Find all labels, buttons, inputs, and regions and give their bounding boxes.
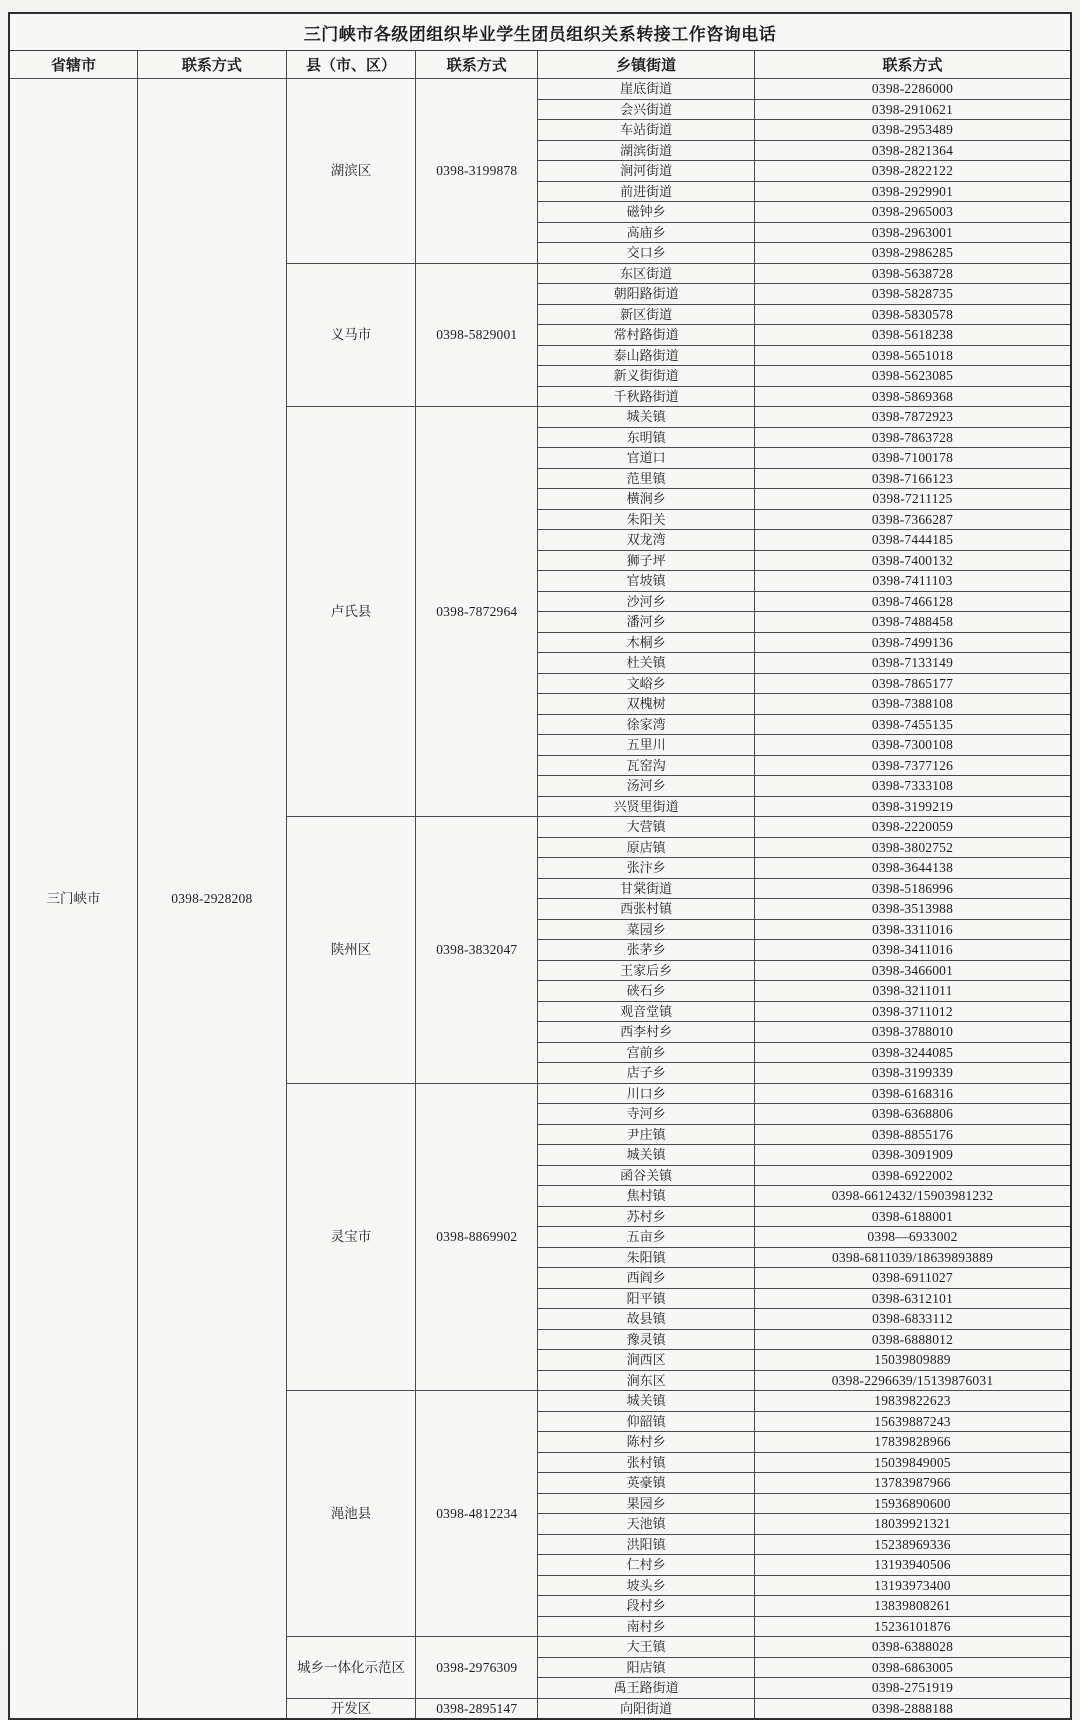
township-name-cell: 洪阳镇 [538, 1534, 755, 1555]
township-name-cell: 沙河乡 [538, 591, 755, 612]
township-phone-cell: 0398-5618238 [755, 325, 1072, 346]
township-phone-cell: 0398-2821364 [755, 140, 1072, 161]
township-phone-cell: 0398-7300108 [755, 735, 1072, 756]
township-phone-cell: 0398-7488458 [755, 612, 1072, 633]
township-phone-cell: 0398-7411103 [755, 571, 1072, 592]
township-name-cell: 磁钟乡 [538, 202, 755, 223]
township-name-cell: 湖滨街道 [538, 140, 755, 161]
township-phone-cell: 13193940506 [755, 1555, 1072, 1576]
table-row [9, 79, 1071, 100]
township-name-cell: 阳平镇 [538, 1288, 755, 1309]
city-phone-cell: 0398-2928208 [138, 79, 287, 1720]
col-header-contact-2: 联系方式 [416, 51, 538, 79]
township-name-cell: 涧西区 [538, 1350, 755, 1371]
township-phone-cell: 15639887243 [755, 1411, 1072, 1432]
township-name-cell: 朝阳路街道 [538, 284, 755, 305]
col-header-contact-1: 联系方式 [138, 51, 287, 79]
township-phone-cell: 0398-6811039/18639893889 [755, 1247, 1072, 1268]
township-name-cell: 硖石乡 [538, 981, 755, 1002]
township-name-cell: 徐家湾 [538, 714, 755, 735]
township-phone-cell: 0398-7166123 [755, 468, 1072, 489]
district-phone-cell: 0398-2976309 [416, 1637, 538, 1699]
township-phone-cell: 0398-3802752 [755, 837, 1072, 858]
township-name-cell: 张茅乡 [538, 940, 755, 961]
township-phone-cell: 0398-7872923 [755, 407, 1072, 428]
township-phone-cell: 0398-7333108 [755, 776, 1072, 797]
township-name-cell: 西李村乡 [538, 1022, 755, 1043]
township-name-cell: 西阎乡 [538, 1268, 755, 1289]
township-phone-cell: 0398-3466001 [755, 960, 1072, 981]
township-phone-cell: 0398-7466128 [755, 591, 1072, 612]
township-name-cell: 向阳街道 [538, 1698, 755, 1719]
district-phone-cell: 0398-8869902 [416, 1083, 538, 1391]
township-name-cell: 涧河街道 [538, 161, 755, 182]
township-name-cell: 泰山路街道 [538, 345, 755, 366]
township-phone-cell: 0398-7455135 [755, 714, 1072, 735]
township-name-cell: 仰韶镇 [538, 1411, 755, 1432]
township-phone-cell: 0398-7388108 [755, 694, 1072, 715]
township-phone-cell: 0398-6368806 [755, 1104, 1072, 1125]
township-name-cell: 新义街街道 [538, 366, 755, 387]
township-phone-cell: 18039921321 [755, 1514, 1072, 1535]
township-name-cell: 狮子坪 [538, 550, 755, 571]
township-phone-cell: 0398-5869368 [755, 386, 1072, 407]
township-name-cell: 瓦窑沟 [538, 755, 755, 776]
district-name-cell: 湖滨区 [286, 79, 416, 264]
township-phone-cell: 0398-7444185 [755, 530, 1072, 551]
title-row [9, 13, 1071, 51]
township-phone-cell: 0398-5828735 [755, 284, 1072, 305]
township-name-cell: 城关镇 [538, 1391, 755, 1412]
township-phone-cell: 19839822623 [755, 1391, 1072, 1412]
township-name-cell: 王家后乡 [538, 960, 755, 981]
township-name-cell: 潘河乡 [538, 612, 755, 633]
township-phone-cell: 0398-2986285 [755, 243, 1072, 264]
township-name-cell: 寺河乡 [538, 1104, 755, 1125]
col-header-province-city: 省辖市 [9, 51, 138, 79]
township-phone-cell: 0398-6388028 [755, 1637, 1072, 1658]
township-phone-cell: 0398-6922002 [755, 1165, 1072, 1186]
township-phone-cell: 0398-7366287 [755, 509, 1072, 530]
township-name-cell: 天池镇 [538, 1514, 755, 1535]
township-phone-cell: 0398-7499136 [755, 632, 1072, 653]
header-row [9, 51, 1071, 79]
township-name-cell: 函谷关镇 [538, 1165, 755, 1186]
township-phone-cell: 13193973400 [755, 1575, 1072, 1596]
township-phone-cell: 17839828966 [755, 1432, 1072, 1453]
township-name-cell: 阳店镇 [538, 1657, 755, 1678]
district-name-cell: 义马市 [286, 263, 416, 407]
township-phone-cell: 0398—6933002 [755, 1227, 1072, 1248]
township-phone-cell: 13839808261 [755, 1596, 1072, 1617]
district-name-cell: 卢氏县 [286, 407, 416, 817]
township-name-cell: 川口乡 [538, 1083, 755, 1104]
township-name-cell: 城关镇 [538, 1145, 755, 1166]
table-head [9, 13, 1071, 79]
township-name-cell: 果园乡 [538, 1493, 755, 1514]
township-name-cell: 张村镇 [538, 1452, 755, 1473]
township-phone-cell: 0398-3244085 [755, 1042, 1072, 1063]
district-phone-cell: 0398-4812234 [416, 1391, 538, 1637]
township-phone-cell: 0398-3199219 [755, 796, 1072, 817]
township-phone-cell: 0398-3091909 [755, 1145, 1072, 1166]
township-name-cell: 崖底街道 [538, 79, 755, 100]
township-name-cell: 兴贤里街道 [538, 796, 755, 817]
table-body [9, 79, 1071, 1720]
township-phone-cell: 0398-7211125 [755, 489, 1072, 510]
township-phone-cell: 0398-6168316 [755, 1083, 1072, 1104]
township-phone-cell: 0398-6612432/15903981232 [755, 1186, 1072, 1207]
district-phone-cell: 0398-2895147 [416, 1698, 538, 1719]
township-phone-cell: 15039849005 [755, 1452, 1072, 1473]
township-name-cell: 木桐乡 [538, 632, 755, 653]
township-name-cell: 常村路街道 [538, 325, 755, 346]
township-phone-cell: 0398-8855176 [755, 1124, 1072, 1145]
township-name-cell: 千秋路街道 [538, 386, 755, 407]
district-phone-cell: 0398-5829001 [416, 263, 538, 407]
township-name-cell: 城关镇 [538, 407, 755, 428]
township-name-cell: 朱阳关 [538, 509, 755, 530]
township-name-cell: 范里镇 [538, 468, 755, 489]
township-phone-cell: 0398-6188001 [755, 1206, 1072, 1227]
township-phone-cell: 0398-5623085 [755, 366, 1072, 387]
township-phone-cell: 0398-6911027 [755, 1268, 1072, 1289]
township-name-cell: 五里川 [538, 735, 755, 756]
township-name-cell: 原店镇 [538, 837, 755, 858]
township-name-cell: 豫灵镇 [538, 1329, 755, 1350]
township-name-cell: 尹庄镇 [538, 1124, 755, 1145]
township-phone-cell: 0398-7100178 [755, 448, 1072, 469]
township-name-cell: 仁村乡 [538, 1555, 755, 1576]
township-phone-cell: 0398-7400132 [755, 550, 1072, 571]
township-name-cell: 南村乡 [538, 1616, 755, 1637]
district-phone-cell: 0398-7872964 [416, 407, 538, 817]
township-name-cell: 车站街道 [538, 120, 755, 141]
township-phone-cell: 0398-6312101 [755, 1288, 1072, 1309]
township-phone-cell: 0398-6888012 [755, 1329, 1072, 1350]
township-name-cell: 新区街道 [538, 304, 755, 325]
col-header-contact-3: 联系方式 [755, 51, 1072, 79]
township-phone-cell: 0398-5651018 [755, 345, 1072, 366]
township-name-cell: 坡头乡 [538, 1575, 755, 1596]
township-phone-cell: 0398-2953489 [755, 120, 1072, 141]
township-name-cell: 东区街道 [538, 263, 755, 284]
township-name-cell: 杜关镇 [538, 653, 755, 674]
township-phone-cell: 0398-2929901 [755, 181, 1072, 202]
district-name-cell: 渑池县 [286, 1391, 416, 1637]
township-phone-cell: 0398-3513988 [755, 899, 1072, 920]
township-name-cell: 汤河乡 [538, 776, 755, 797]
township-phone-cell: 0398-6863005 [755, 1657, 1072, 1678]
township-phone-cell: 0398-7377126 [755, 755, 1072, 776]
township-name-cell: 双龙湾 [538, 530, 755, 551]
township-phone-cell: 13783987966 [755, 1473, 1072, 1494]
district-name-cell: 灵宝市 [286, 1083, 416, 1391]
township-phone-cell: 0398-3411016 [755, 940, 1072, 961]
township-phone-cell: 0398-3199339 [755, 1063, 1072, 1084]
district-phone-cell: 0398-3832047 [416, 817, 538, 1084]
township-name-cell: 官道口 [538, 448, 755, 469]
township-phone-cell: 0398-3711012 [755, 1001, 1072, 1022]
township-name-cell: 禹王路街道 [538, 1678, 755, 1699]
township-phone-cell: 0398-2965003 [755, 202, 1072, 223]
township-phone-cell: 0398-2751919 [755, 1678, 1072, 1699]
township-phone-cell: 0398-5830578 [755, 304, 1072, 325]
township-name-cell: 前进街道 [538, 181, 755, 202]
township-phone-cell: 0398-3211011 [755, 981, 1072, 1002]
township-name-cell: 菜园乡 [538, 919, 755, 940]
township-name-cell: 会兴街道 [538, 99, 755, 120]
township-phone-cell: 0398-2963001 [755, 222, 1072, 243]
township-name-cell: 西张村镇 [538, 899, 755, 920]
township-phone-cell: 0398-5186996 [755, 878, 1072, 899]
township-name-cell: 张汴乡 [538, 858, 755, 879]
township-phone-cell: 0398-2220059 [755, 817, 1072, 838]
township-phone-cell: 15936890600 [755, 1493, 1072, 1514]
township-phone-cell: 0398-3788010 [755, 1022, 1072, 1043]
city-name-cell: 三门峡市 [9, 79, 138, 1720]
township-name-cell: 交口乡 [538, 243, 755, 264]
township-name-cell: 段村乡 [538, 1596, 755, 1617]
township-name-cell: 陈村乡 [538, 1432, 755, 1453]
district-name-cell: 城乡一体化示范区 [286, 1637, 416, 1699]
col-header-county: 县（市、区） [286, 51, 416, 79]
township-name-cell: 东明镇 [538, 427, 755, 448]
township-name-cell: 店子乡 [538, 1063, 755, 1084]
township-phone-cell: 0398-7133149 [755, 653, 1072, 674]
township-name-cell: 高庙乡 [538, 222, 755, 243]
township-name-cell: 甘棠街道 [538, 878, 755, 899]
township-name-cell: 官坡镇 [538, 571, 755, 592]
township-name-cell: 双槐树 [538, 694, 755, 715]
township-phone-cell: 15039809889 [755, 1350, 1072, 1371]
township-name-cell: 文峪乡 [538, 673, 755, 694]
contact-phone-table [8, 12, 1072, 1720]
township-name-cell: 大营镇 [538, 817, 755, 838]
district-name-cell: 开发区 [286, 1698, 416, 1719]
township-phone-cell: 0398-2822122 [755, 161, 1072, 182]
township-name-cell: 英豪镇 [538, 1473, 755, 1494]
township-name-cell: 涧东区 [538, 1370, 755, 1391]
district-phone-cell: 0398-3199878 [416, 79, 538, 264]
township-name-cell: 五亩乡 [538, 1227, 755, 1248]
township-name-cell: 故县镇 [538, 1309, 755, 1330]
township-phone-cell: 15238969336 [755, 1534, 1072, 1555]
township-phone-cell: 0398-2296639/15139876031 [755, 1370, 1072, 1391]
township-name-cell: 观音堂镇 [538, 1001, 755, 1022]
district-name-cell: 陕州区 [286, 817, 416, 1084]
col-header-township: 乡镇街道 [538, 51, 755, 79]
table-title: 三门峡市各级团组织毕业学生团员组织关系转接工作咨询电话 [9, 13, 1071, 51]
township-phone-cell: 0398-2286000 [755, 79, 1072, 100]
township-name-cell: 宫前乡 [538, 1042, 755, 1063]
township-phone-cell: 15236101876 [755, 1616, 1072, 1637]
township-phone-cell: 0398-7863728 [755, 427, 1072, 448]
township-phone-cell: 0398-7865177 [755, 673, 1072, 694]
township-phone-cell: 0398-2910621 [755, 99, 1072, 120]
township-phone-cell: 0398-2888188 [755, 1698, 1072, 1719]
township-phone-cell: 0398-3644138 [755, 858, 1072, 879]
township-phone-cell: 0398-6833112 [755, 1309, 1072, 1330]
township-name-cell: 朱阳镇 [538, 1247, 755, 1268]
township-name-cell: 大王镇 [538, 1637, 755, 1658]
township-phone-cell: 0398-5638728 [755, 263, 1072, 284]
township-phone-cell: 0398-3311016 [755, 919, 1072, 940]
township-name-cell: 横涧乡 [538, 489, 755, 510]
township-name-cell: 苏村乡 [538, 1206, 755, 1227]
township-name-cell: 焦村镇 [538, 1186, 755, 1207]
